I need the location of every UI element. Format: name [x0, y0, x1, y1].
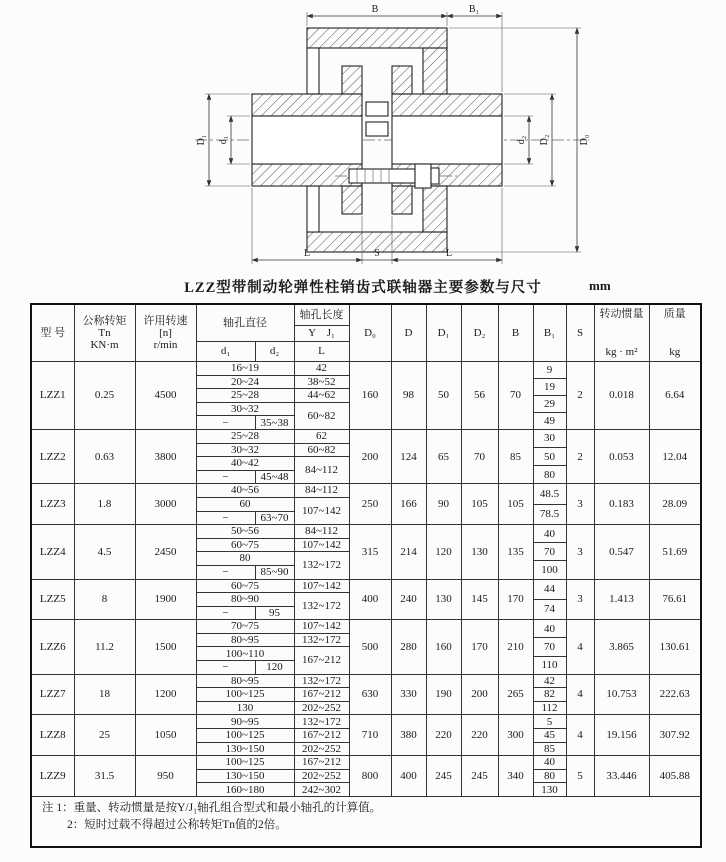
- bore-cell: 60: [196, 497, 294, 511]
- inertia-cell: 10.753: [594, 674, 649, 715]
- torque-cell: 11.2: [74, 620, 135, 674]
- D2-cell: 245: [461, 756, 498, 797]
- B1-cell: [533, 756, 566, 797]
- bore-cell: 30~32: [196, 402, 294, 416]
- B1-value: 40: [534, 756, 566, 770]
- model-cell: LZZ9: [31, 756, 74, 797]
- inertia-cell: 33.446: [594, 756, 649, 797]
- B1-value: 74: [544, 603, 555, 616]
- model-cell: LZZ3: [31, 484, 74, 525]
- length-cell: 84~112: [294, 484, 349, 498]
- bore-cell: 80~95: [196, 674, 294, 688]
- B1-value: 82: [534, 688, 566, 702]
- length-cell: 107~142: [294, 538, 349, 552]
- B1-value: 110: [541, 658, 558, 671]
- model-cell: LZZ6: [31, 620, 74, 674]
- table-row: [31, 362, 701, 376]
- table-row: [31, 484, 701, 498]
- mass-cell: 51.69: [649, 525, 701, 579]
- S-cell: 3: [566, 484, 594, 525]
- bore-d1-cell: −: [196, 470, 255, 484]
- length-cell: 107~142: [294, 497, 349, 524]
- dim-label-B: B: [371, 4, 379, 15]
- S-cell: 3: [566, 579, 594, 620]
- torque-cell: 1.8: [74, 484, 135, 525]
- length-cell: 167~212: [294, 756, 349, 770]
- B1-value: 40: [534, 525, 566, 543]
- model-cell: LZZ2: [31, 429, 74, 483]
- inertia-cell: 3.865: [594, 620, 649, 674]
- D-cell: 380: [391, 715, 426, 756]
- coupling-cross-section-drawing: [157, 2, 617, 272]
- B1-value: 40: [534, 620, 566, 638]
- table-row: [31, 715, 701, 729]
- header-mass-line: kg: [669, 345, 681, 358]
- bore-d1-cell: −: [196, 565, 255, 579]
- mass-cell: 76.61: [649, 579, 701, 620]
- right-flange-bottom: [392, 186, 412, 214]
- B1-value: 30: [534, 430, 566, 448]
- B1-cell: [533, 674, 566, 715]
- D-cell: 124: [391, 429, 426, 483]
- speed-cell: 2450: [135, 525, 196, 579]
- header-D0: D₀: [349, 304, 391, 362]
- B-cell: 170: [498, 579, 533, 620]
- table-row: [31, 579, 701, 593]
- pin-hex-head: [415, 164, 431, 188]
- header-torque: [74, 304, 135, 362]
- inertia-cell: 0.053: [594, 429, 649, 483]
- dim-label-D0: D₀: [579, 134, 590, 146]
- header-D1: D₁: [426, 304, 461, 362]
- bore-d2-cell: 63~70: [255, 511, 294, 525]
- B1-value: 19: [534, 379, 566, 396]
- length-cell: 84~112: [294, 525, 349, 539]
- right-bore: [392, 116, 502, 164]
- model-cell: LZZ8: [31, 715, 74, 756]
- dim-label-L-right: L: [445, 248, 453, 259]
- bore-d2-cell: 120: [255, 661, 294, 675]
- D2-cell: 170: [461, 620, 498, 674]
- B1-value: 44: [534, 580, 566, 600]
- header-speed: [135, 304, 196, 362]
- header-mass-line: 质量: [663, 308, 686, 320]
- table-area: [30, 303, 700, 848]
- bore-cell: 25~28: [196, 429, 294, 443]
- D1-cell: 65: [426, 429, 461, 483]
- inertia-cell: 0.018: [594, 362, 649, 430]
- dim-label-D1: D₁: [196, 134, 207, 146]
- bore-cell: 60~75: [196, 579, 294, 593]
- D0-cell: 800: [349, 756, 391, 797]
- table-notes: [31, 797, 701, 848]
- header-d1: d₁: [196, 342, 255, 362]
- bore-d2-cell: 35~38: [255, 416, 294, 430]
- pin-nut-end: [431, 168, 439, 184]
- B-cell: 135: [498, 525, 533, 579]
- D1-cell: 160: [426, 620, 461, 674]
- B-cell: 105: [498, 484, 533, 525]
- speed-cell: 950: [135, 756, 196, 797]
- D1-cell: 50: [426, 362, 461, 430]
- bore-cell: 130: [196, 701, 294, 715]
- B1-value: 112: [541, 701, 558, 714]
- D0-cell: 630: [349, 674, 391, 715]
- header-S: S: [566, 304, 594, 362]
- bore-cell: 100~125: [196, 756, 294, 770]
- bore-cell: 130~150: [196, 769, 294, 783]
- header-bore-length: 轴孔长度: [294, 304, 349, 326]
- B1-cell: [533, 620, 566, 674]
- mass-cell: 12.04: [649, 429, 701, 483]
- length-cell: 167~212: [294, 688, 349, 702]
- B1-value: 78.5: [539, 508, 560, 521]
- B1-value: 45: [534, 729, 566, 743]
- B1-value: 50: [534, 448, 566, 466]
- header-torque-line: 公称转矩: [82, 314, 127, 327]
- length-cell: 38~52: [294, 375, 349, 389]
- header-d2: d₂: [255, 342, 294, 362]
- torque-cell: 31.5: [74, 756, 135, 797]
- bore-d2-cell: 95: [255, 606, 294, 620]
- header-model: 型 号: [31, 304, 74, 362]
- dim-label-L-left: L: [303, 248, 311, 259]
- parameters-table: [30, 303, 702, 848]
- B1-value: 70: [534, 543, 566, 561]
- inertia-cell: 0.547: [594, 525, 649, 579]
- B1-value: 80: [534, 770, 566, 784]
- length-cell: 132~172: [294, 674, 349, 688]
- bore-cell: 25~28: [196, 389, 294, 403]
- length-cell: 42: [294, 362, 349, 376]
- bore-cell: 70~75: [196, 620, 294, 634]
- D1-cell: 190: [426, 674, 461, 715]
- bore-d1-cell: −: [196, 606, 255, 620]
- table-row: [31, 674, 701, 688]
- header-torque-line: Tn: [98, 326, 111, 339]
- B1-cell: [533, 525, 566, 579]
- length-cell: 167~212: [294, 729, 349, 743]
- model-cell: LZZ4: [31, 525, 74, 579]
- dim-label-S: S: [374, 248, 380, 259]
- table-row: [31, 756, 701, 770]
- D2-cell: 220: [461, 715, 498, 756]
- D2-cell: 130: [461, 525, 498, 579]
- inertia-cell: 19.156: [594, 715, 649, 756]
- bore-cell: 100~125: [196, 729, 294, 743]
- torque-cell: 25: [74, 715, 135, 756]
- D0-cell: 400: [349, 579, 391, 620]
- S-cell: 4: [566, 674, 594, 715]
- speed-cell: 1900: [135, 579, 196, 620]
- dim-label-d2: d₂: [516, 135, 527, 145]
- B-cell: 85: [498, 429, 533, 483]
- torque-cell: 8: [74, 579, 135, 620]
- D-cell: 98: [391, 362, 426, 430]
- B1-value: 70: [534, 638, 566, 656]
- header-B: B: [498, 304, 533, 362]
- mass-cell: 222.63: [649, 674, 701, 715]
- wheel-web-bottom: [423, 186, 447, 232]
- right-hub-upper: [392, 94, 502, 116]
- length-cell: 60~82: [294, 443, 349, 457]
- D1-cell: 130: [426, 579, 461, 620]
- left-hub-upper: [252, 94, 362, 116]
- mass-cell: 405.88: [649, 756, 701, 797]
- bore-d2-cell: 85~90: [255, 565, 294, 579]
- B1-value: 29: [534, 396, 566, 413]
- S-cell: 5: [566, 756, 594, 797]
- drawing-area: [0, 2, 726, 272]
- header-D: D: [391, 304, 426, 362]
- bore-d1-cell: −: [196, 661, 255, 675]
- D-cell: 400: [391, 756, 426, 797]
- bore-cell: 40~56: [196, 484, 294, 498]
- D2-cell: 56: [461, 362, 498, 430]
- dim-label-d1: d₁: [218, 135, 229, 145]
- bore-cell: 90~95: [196, 715, 294, 729]
- header-B1: B₁: [533, 304, 566, 362]
- right-flange-top: [392, 66, 412, 94]
- length-cell: 202~252: [294, 742, 349, 756]
- torque-cell: 0.25: [74, 362, 135, 430]
- left-flange-bottom: [342, 186, 362, 214]
- B1-cell: [533, 715, 566, 756]
- brake-wheel-rim-top: [307, 28, 447, 48]
- B-cell: 300: [498, 715, 533, 756]
- D2-cell: 105: [461, 484, 498, 525]
- unit-label: mm: [589, 278, 611, 293]
- speed-cell: 3000: [135, 484, 196, 525]
- left-hub-lower: [252, 164, 362, 186]
- header-D2: D₂: [461, 304, 498, 362]
- wheel-wall-bottom: [307, 186, 319, 232]
- bore-d1-cell: −: [196, 416, 255, 430]
- header-speed-line: 许用转速: [143, 314, 188, 327]
- header-mass: [649, 304, 701, 362]
- speed-cell: 3800: [135, 429, 196, 483]
- torque-cell: 0.63: [74, 429, 135, 483]
- gear-teeth-detail: [366, 122, 388, 136]
- length-cell: 202~252: [294, 701, 349, 715]
- page-title: LZZ型带制动轮弹性柱销齿式联轴器主要参数与尺寸: [184, 280, 542, 296]
- dim-label-D2: D₂: [539, 134, 550, 146]
- note-line-1: 注 1：重量、转动惯量是按Y/J₁轴孔组合型式和最小轴孔的计算值。: [42, 802, 382, 814]
- bore-cell: 130~150: [196, 742, 294, 756]
- dim-label-B1: B₁: [468, 4, 480, 15]
- S-cell: 2: [566, 362, 594, 430]
- D1-cell: 220: [426, 715, 461, 756]
- D1-cell: 120: [426, 525, 461, 579]
- left-bore: [252, 116, 362, 164]
- length-cell: 60~82: [294, 402, 349, 429]
- S-cell: 2: [566, 429, 594, 483]
- header-inertia-line: 转动惯量: [599, 308, 644, 320]
- wheel-web-top: [423, 48, 447, 94]
- gear-teeth-detail: [366, 102, 388, 116]
- table-row: [31, 429, 701, 443]
- B1-value: 85: [544, 742, 555, 755]
- bore-cell: 80~90: [196, 593, 294, 607]
- note-line-2: 2：短时过载不得超过公称转矩Tn值的2倍。: [67, 818, 287, 831]
- length-cell: 132~172: [294, 633, 349, 647]
- bore-cell: 30~32: [196, 443, 294, 457]
- inertia-cell: 1.413: [594, 579, 649, 620]
- mass-cell: 130.61: [649, 620, 701, 674]
- D0-cell: 500: [349, 620, 391, 674]
- length-cell: 242~302: [294, 783, 349, 797]
- B1-cell: [533, 484, 566, 525]
- D2-cell: 70: [461, 429, 498, 483]
- table-row: [31, 620, 701, 634]
- model-cell: LZZ7: [31, 674, 74, 715]
- B-cell: 70: [498, 362, 533, 430]
- B1-cell: [533, 429, 566, 483]
- length-cell: 132~172: [294, 715, 349, 729]
- mass-cell: 307.92: [649, 715, 701, 756]
- bore-d1-cell: −: [196, 511, 255, 525]
- header-torque-line: KN·m: [90, 339, 119, 352]
- B-cell: 340: [498, 756, 533, 797]
- D2-cell: 145: [461, 579, 498, 620]
- D0-cell: 315: [349, 525, 391, 579]
- bore-cell: 40~42: [196, 457, 294, 471]
- length-cell: 107~142: [294, 579, 349, 593]
- B-cell: 210: [498, 620, 533, 674]
- bore-cell: 60~75: [196, 538, 294, 552]
- model-cell: LZZ1: [31, 362, 74, 430]
- speed-cell: 4500: [135, 362, 196, 430]
- length-cell: 84~112: [294, 457, 349, 484]
- pin-shaft: [349, 169, 415, 183]
- inertia-cell: 0.183: [594, 484, 649, 525]
- S-cell: 4: [566, 715, 594, 756]
- D1-cell: 90: [426, 484, 461, 525]
- header-L: L: [294, 342, 349, 362]
- D2-cell: 200: [461, 674, 498, 715]
- bore-cell: 50~56: [196, 525, 294, 539]
- header-inertia: [594, 304, 649, 362]
- mass-cell: 28.09: [649, 484, 701, 525]
- length-cell: 44~62: [294, 389, 349, 403]
- length-cell: 167~212: [294, 647, 349, 674]
- bore-cell: 80~95: [196, 633, 294, 647]
- bore-d2-cell: 45~48: [255, 470, 294, 484]
- B-cell: 265: [498, 674, 533, 715]
- B1-value: 130: [541, 783, 558, 796]
- torque-cell: 18: [74, 674, 135, 715]
- torque-cell: 4.5: [74, 525, 135, 579]
- speed-cell: 1200: [135, 674, 196, 715]
- B1-value: 42: [534, 675, 566, 689]
- D-cell: 214: [391, 525, 426, 579]
- B1-value: 9: [534, 362, 566, 379]
- B1-cell: [533, 579, 566, 620]
- length-cell: 202~252: [294, 769, 349, 783]
- D0-cell: 710: [349, 715, 391, 756]
- S-cell: 3: [566, 525, 594, 579]
- B1-cell: [533, 362, 566, 430]
- model-cell: LZZ5: [31, 579, 74, 620]
- D1-cell: 245: [426, 756, 461, 797]
- D0-cell: 200: [349, 429, 391, 483]
- header-speed-line: [n]: [159, 326, 172, 339]
- B1-value: 48.5: [534, 484, 566, 504]
- header-YJ1: Y J₁: [294, 326, 349, 342]
- D-cell: 166: [391, 484, 426, 525]
- table-row: [31, 525, 701, 539]
- speed-cell: 1050: [135, 715, 196, 756]
- D0-cell: 160: [349, 362, 391, 430]
- bore-cell: 100~110: [196, 647, 294, 661]
- left-flange-top: [342, 66, 362, 94]
- B1-value: 100: [541, 563, 558, 576]
- D-cell: 280: [391, 620, 426, 674]
- B1-value: 80: [544, 468, 555, 481]
- D0-cell: 250: [349, 484, 391, 525]
- length-cell: 132~172: [294, 593, 349, 620]
- bore-cell: 80: [196, 552, 294, 566]
- D-cell: 240: [391, 579, 426, 620]
- bore-cell: 16~19: [196, 362, 294, 376]
- bore-cell: 20~24: [196, 375, 294, 389]
- bore-cell: 160~180: [196, 783, 294, 797]
- header-inertia-line: kg · m²: [605, 345, 638, 358]
- D-cell: 330: [391, 674, 426, 715]
- title-row: [0, 276, 726, 298]
- header-speed-line: r/min: [153, 339, 178, 352]
- bore-cell: 100~125: [196, 688, 294, 702]
- S-cell: 4: [566, 620, 594, 674]
- length-cell: 107~142: [294, 620, 349, 634]
- wheel-wall-top: [307, 48, 319, 94]
- header-bore-diameter: 轴孔直径: [196, 304, 294, 342]
- B1-value: 49: [544, 414, 555, 427]
- B1-value: 5: [534, 715, 566, 729]
- mass-cell: 6.64: [649, 362, 701, 430]
- speed-cell: 1500: [135, 620, 196, 674]
- length-cell: 132~172: [294, 552, 349, 579]
- length-cell: 62: [294, 429, 349, 443]
